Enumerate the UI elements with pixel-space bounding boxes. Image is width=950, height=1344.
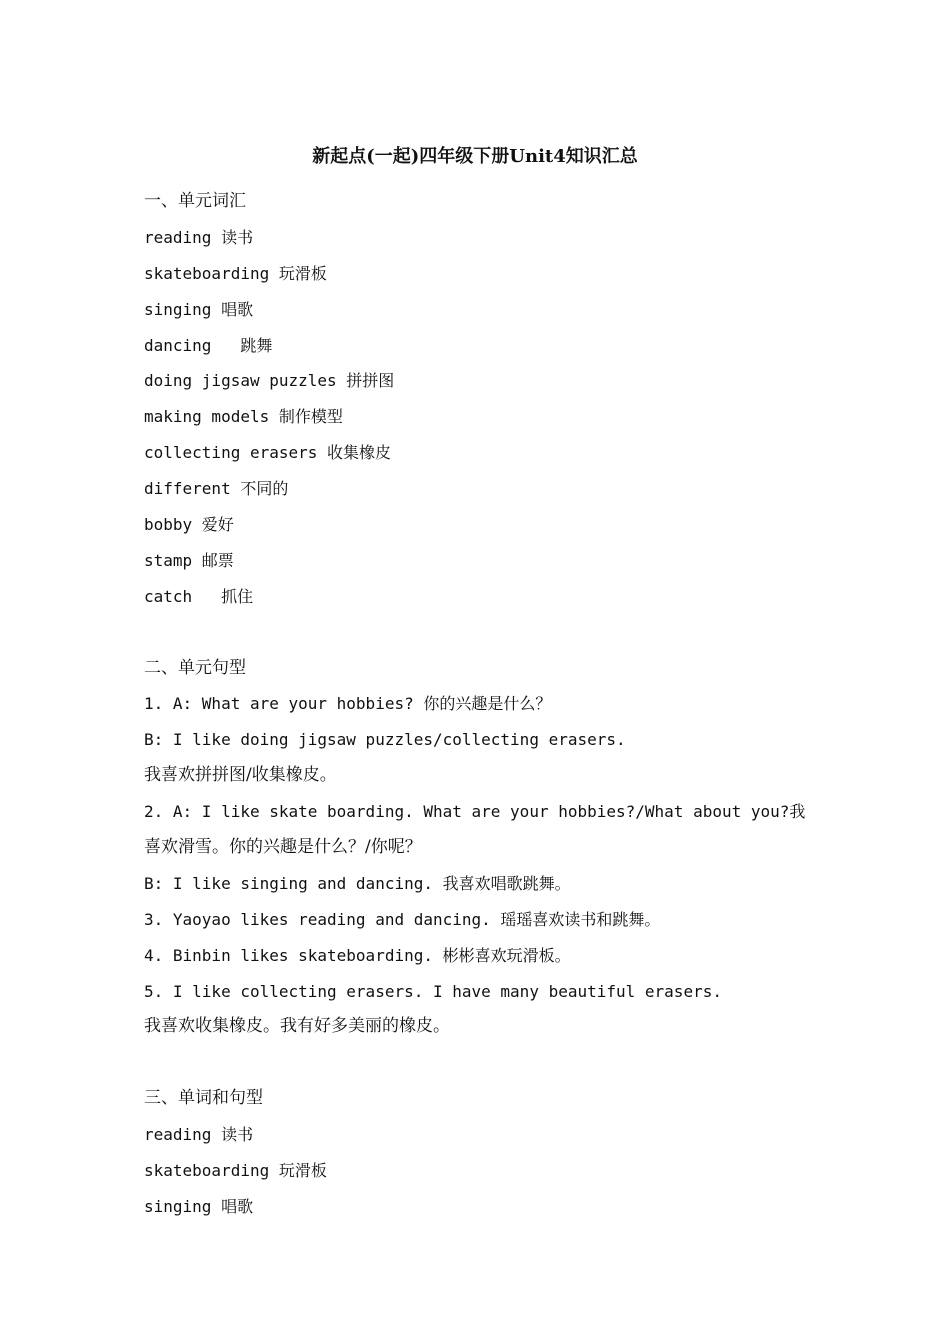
vocab-item: dancing 跳舞: [144, 335, 273, 355]
sentence-line: B: I like doing jigsaw puzzles/collecting erasers.: [144, 730, 626, 750]
section-heading-words-and-sentences: 三、单词和句型: [144, 1088, 263, 1109]
spacer: [144, 1045, 824, 1081]
vocab-item: reading 读书: [144, 1125, 254, 1145]
vocab-item: collecting erasers 收集橡皮: [144, 443, 392, 463]
vocab-item: reading 读书: [144, 227, 254, 247]
vocab-item: stamp 邮票: [144, 550, 234, 570]
sentence-line: 我喜欢收集橡皮。我有好多美丽的橡皮。: [144, 1016, 450, 1037]
vocab-item: doing jigsaw puzzles 拼拼图: [144, 371, 395, 391]
section-heading-sentences: 二、单元句型: [144, 657, 246, 678]
vocab-item: singing 唱歌: [144, 1196, 254, 1216]
sentence-line: 2. A: I like skate boarding. What are your hobbies?/What about you?我: [144, 802, 806, 822]
vocab-item: making models 制作模型: [144, 407, 343, 427]
document-body: [144, 184, 824, 1225]
vocab-item: skateboarding 玩滑板: [144, 1161, 327, 1181]
vocab-item: skateboarding 玩滑板: [144, 263, 327, 283]
vocab-item: singing 唱歌: [144, 299, 254, 319]
page-title: 新起点(一起)四年级下册Unit4知识汇总: [312, 146, 638, 167]
sentence-line: 4. Binbin likes skateboarding. 彬彬喜欢玩滑板。: [144, 945, 571, 965]
sentence-line: 3. Yaoyao likes reading and dancing. 瑶瑶喜欢读书和跳舞。: [144, 909, 661, 929]
spacer: [144, 615, 824, 651]
vocab-item: different 不同的: [144, 479, 289, 499]
section-heading-vocabulary: 一、单元词汇: [144, 191, 246, 211]
sentence-line: B: I like singing and dancing. 我喜欢唱歌跳舞。: [144, 873, 571, 893]
sentence-line: 喜欢滑雪。你的兴趣是什么？/你呢？: [144, 837, 422, 858]
sentence-line: 5. I like collecting erasers. I have many beautiful erasers.: [144, 981, 722, 1001]
sentence-line: 1. A: What are your hobbies? 你的兴趣是什么？: [144, 694, 552, 714]
sentence-line: 我喜欢拼拼图/收集橡皮。: [144, 765, 337, 786]
vocab-item: catch 抓住: [144, 586, 254, 606]
vocab-item: bobby 爱好: [144, 515, 234, 535]
